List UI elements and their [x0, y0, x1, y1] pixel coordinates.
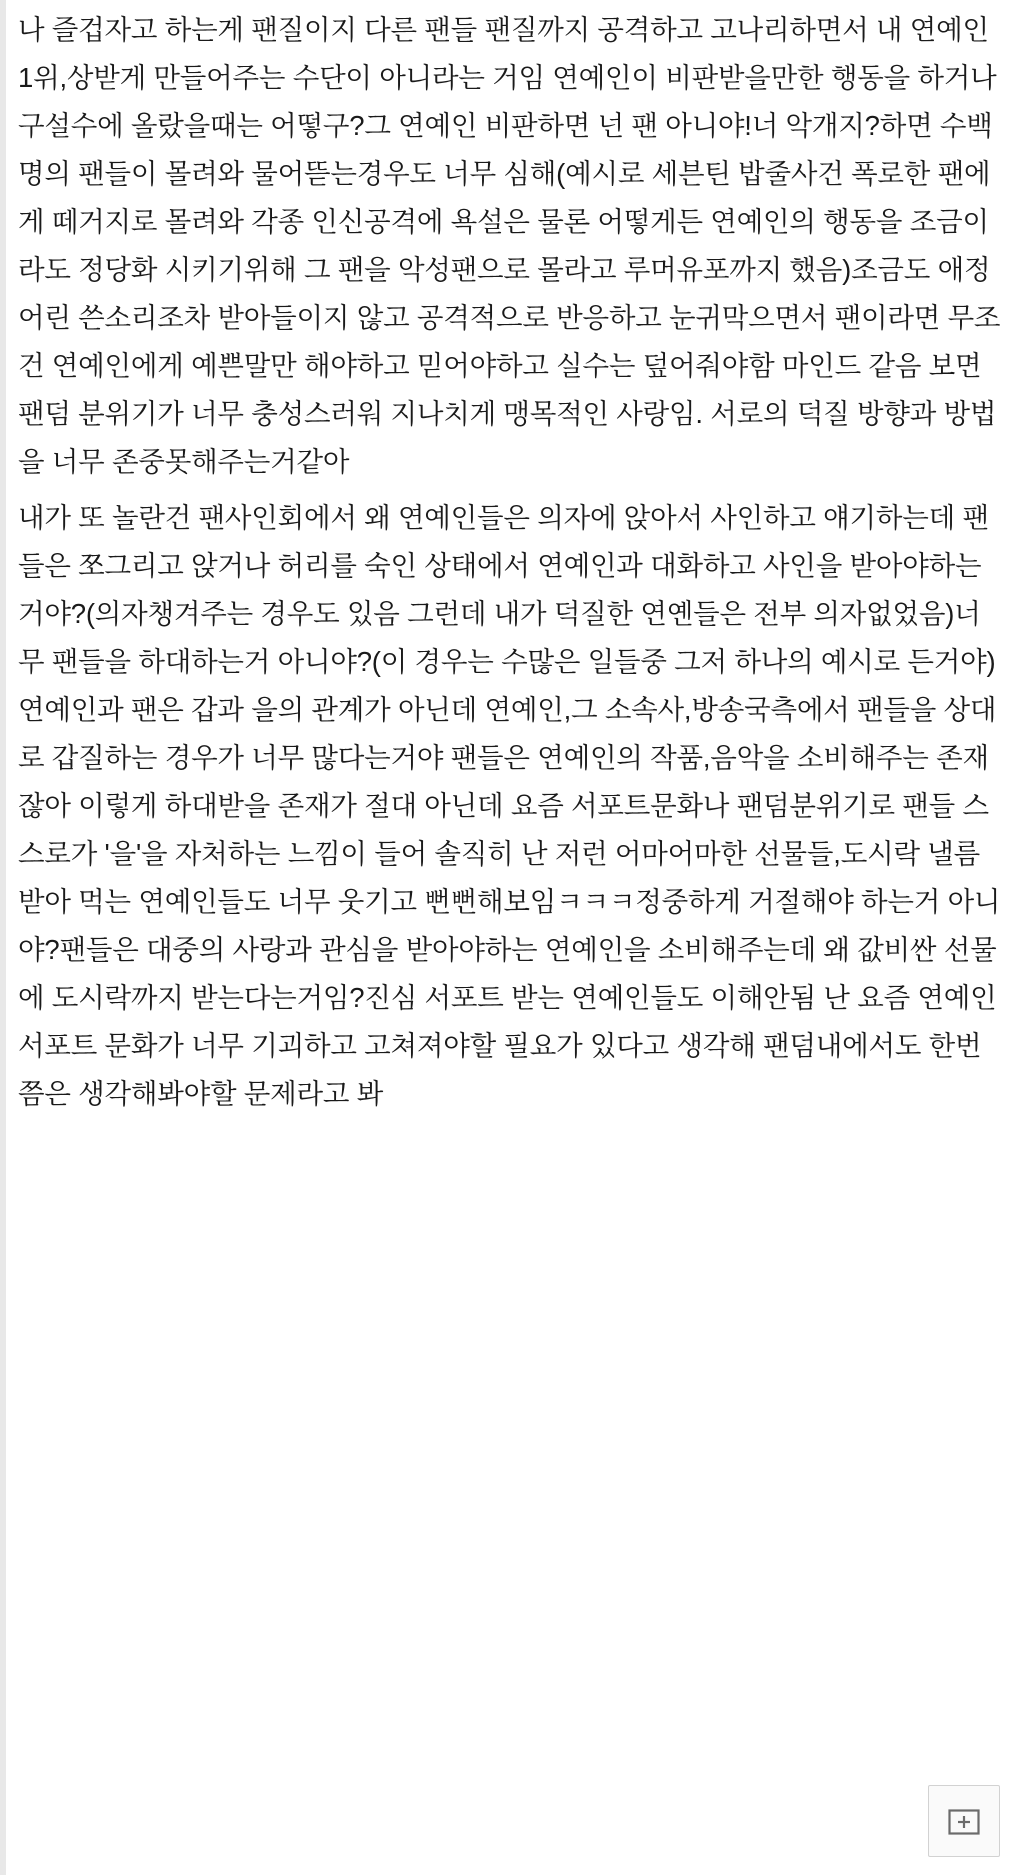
plus-in-box-icon: [945, 1802, 983, 1840]
left-margin-rule: [0, 0, 6, 1875]
paragraph-spacer: [18, 486, 1002, 494]
add-attachment-button[interactable]: [928, 1785, 1000, 1857]
paragraph-2: 내가 또 놀란건 팬사인회에서 왜 연예인들은 의자에 앉아서 사인하고 얘기하는데 팬들은 쪼그리고 앉거나 허리를 숙인 상태에서 연예인과 대화하고 사인을 받아야하는거야?(의자챙겨주는 경우도 있음 그런데 내가 덕질한 연옌들은 전부 의자없었음)너무 팬들을 하대하는거 아니야?(이 경우는 수많은 일들중 그저 하나의 예시로 든거야) 연예인과 팬은 갑과 을의 관계가 아닌데 연예인,그 소속사,방송국측에서 팬들을 상대로 갑질하는 경우가 너무 많다는거야 팬들은 연예인의 작품,음악을 소비해주는 존재잖아 이렇게 하대받을 존재가 절대 아닌데 요즘 서포트문화나 팬덤분위기로 팬들 스스로가 '을'을 자처하는 느낌이 들어 솔직히 난 저런 어마어마한 선물들,도시락 낼름 받아 먹는 연예인들도 너무 웃기고 뻔뻔해보임ㅋㅋㅋ정중하게 거절해야 하는거 아니야?팬들은 대중의 사랑과 관심을 받아야하는 연예인을 소비해주는데 왜 값비싼 선물에 도시락까지 받는다는거임?진심 서포트 받는 연예인들도 이해안됨 난 요즘 연예인 서포트 문화가 너무 기괴하고 고쳐져야할 필요가 있다고 생각해 팬덤내에서도 한번쯤은 생각해봐야할 문제라고 봐: [18, 502, 1001, 1109]
article-body: [0, 6, 1024, 1118]
paragraph-1: 나 즐겁자고 하는게 팬질이지 다른 팬들 팬질까지 공격하고 고나리하면서 내 연예인 1위,상받게 만들어주는 수단이 아니라는 거임 연예인이 비판받을만한 행동을 하거나 구설수에 올랐을때는 어떻구?그 연예인 비판하면 넌 팬 아니야!너 악개지?하면 수백명의 팬들이 몰려와 물어뜯는경우도 너무 심해(예시로 세븐틴 밥줄사건 폭로한 팬에게 떼거지로 몰려와 각종 인신공격에 욕설은 물론 어떻게든 연예인의 행동을 조금이라도 정당화 시키기위해 그 팬을 악성팬으로 몰라고 루머유포까지 했음)조금도 애정어린 쓴소리조차 받아들이지 않고 공격적으로 반응하고 눈귀막으면서 팬이라면 무조건 연예인에게 예쁜말만 해야하고 믿어야하고 실수는 덮어줘야함 마인드 같음 보면 팬덤 분위기가 너무 충성스러워 지나치게 맹목적인 사랑임. 서로의 덕질 방향과 방법을 너무 존중못해주는거같아: [18, 14, 1001, 477]
